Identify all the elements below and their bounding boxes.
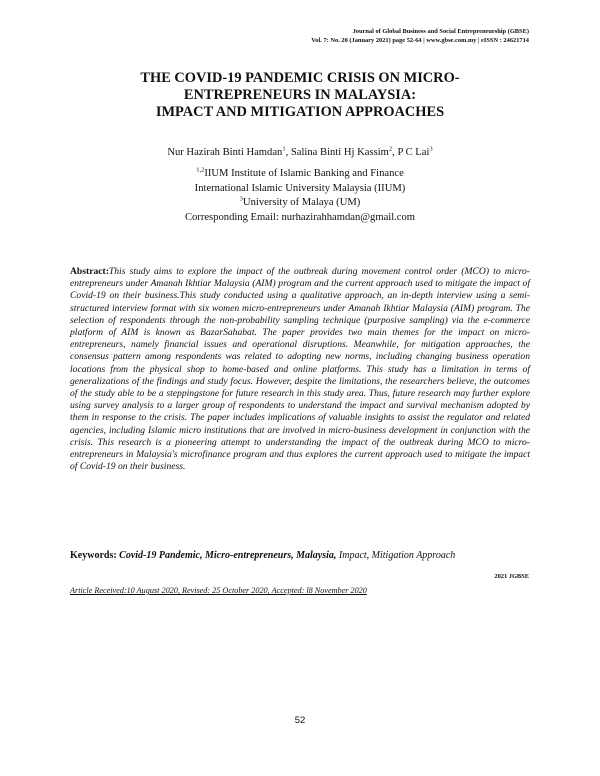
keywords-label: Keywords: (70, 550, 120, 561)
affiliation-line (70, 196, 530, 211)
paper-title (70, 70, 530, 121)
paper-title-line-1: THE COVID-19 PANDEMIC CRISIS ON MICRO- (140, 70, 460, 86)
affiliation-text: International Islamic University Malaysia (IIUM) (194, 182, 406, 194)
author-list (70, 146, 530, 159)
keywords-secondary: Impact, Mitigation Approach (336, 550, 456, 561)
keywords-primary: Covid-19 Pandemic, Micro-entrepreneurs, Malaysia, (119, 550, 337, 561)
paper-title-line-2: ENTREPRENEURS IN MALAYSIA: (183, 87, 417, 103)
affiliations (70, 167, 530, 225)
journal-name: Journal of Global Business and Social Entrepreneurship (GBSE) (352, 28, 529, 35)
author-separator: , (392, 147, 398, 158)
copyright-note: 2021 JGBSE (494, 573, 529, 580)
abstract-label: Abstract: (70, 266, 109, 277)
author-affiliation-mark: 3 (429, 145, 433, 153)
affiliation-mark: 1,2 (196, 166, 205, 174)
affiliation-mark: 3 (239, 195, 243, 203)
paper-title-line-3: IMPACT AND MITIGATION APPROACHES (155, 104, 445, 120)
author-separator: , (285, 147, 291, 158)
journal-header (311, 27, 529, 45)
author-affiliation-mark: 1 (282, 145, 286, 153)
author-name: P C Lai (397, 147, 430, 158)
journal-issue-info: Vol. 7: No. 20 (January 2021) page 52-64 | www.gbse.com.my | eISSN : 24621714 (311, 37, 529, 44)
abstract-text: This study aims to explore the impact of the outbreak during movement control order (MCO) to micro-entrepreneurs under Amanah Ikhtiar Malaysia (AIM) program and the current approach used to mitigate the impact of Covid-19 on their business.This study conducted using a qualitative approach, an in-depth interview using a semi-structured interview format with six women micro-entrepreneurs under Amanah Ikhtiar Malaysia (AIM) program. The selection of respondents through the non-probability sampling technique (purposive sampling) via the e-commerce platform of AIM is known as BazarSahabat. The paper provides two main themes for the impact on micro-entrepreneurs, namely financial issues and operational disruptions. Meanwhile, for mitigation approaches, the consensus pattern among respondents was related to adopting new norms, including changing business operation locations from the physical shop to home-based and online platforms. This study has a limitation in terms of generalizations of the findings and study focus. However, despite the limitations, the researchers believe, the outcomes of the study able to be a steppingstone for future research in this study area. Thus, future research may further explore using survey analysis to a larger group of respondents to understand the impact and survival mechanism adopted by them in response to the crisis. The paper includes implications of valuable insights to assist the regulator and related agencies, including Islamic micro institutions that are involved in micro-business development in conjunction with the crisis. This research is a pioneering attempt to understanding the impact of the outbreak during MCO to micro-entrepreneurs in Malaysia's microfinance program and thus explores the current approach used to mitigate the impact of Covid-19 on their business. (70, 266, 530, 473)
affiliation-text: University of Malaya (UM) (242, 197, 361, 208)
abstract (70, 266, 530, 473)
corresponding-email: Corresponding Email: nurhazirahhamdan@gmail.com (184, 211, 416, 223)
author-name: Nur Hazirah Binti Hamdan (167, 147, 283, 158)
page-number: 52 (294, 715, 306, 726)
author-affiliation-mark: 2 (388, 145, 393, 153)
author-name: Salina Binti Hj Kassim (290, 147, 389, 158)
keywords (70, 549, 530, 562)
affiliation-line (70, 167, 530, 182)
affiliation-line (70, 182, 530, 197)
article-dates: Article Received:10 August 2020, Revised: 25 October 2020, Accepted: l8 November 2020 (70, 586, 367, 595)
affiliation-text: IIUM Institute of Islamic Banking and Finance (204, 168, 404, 179)
